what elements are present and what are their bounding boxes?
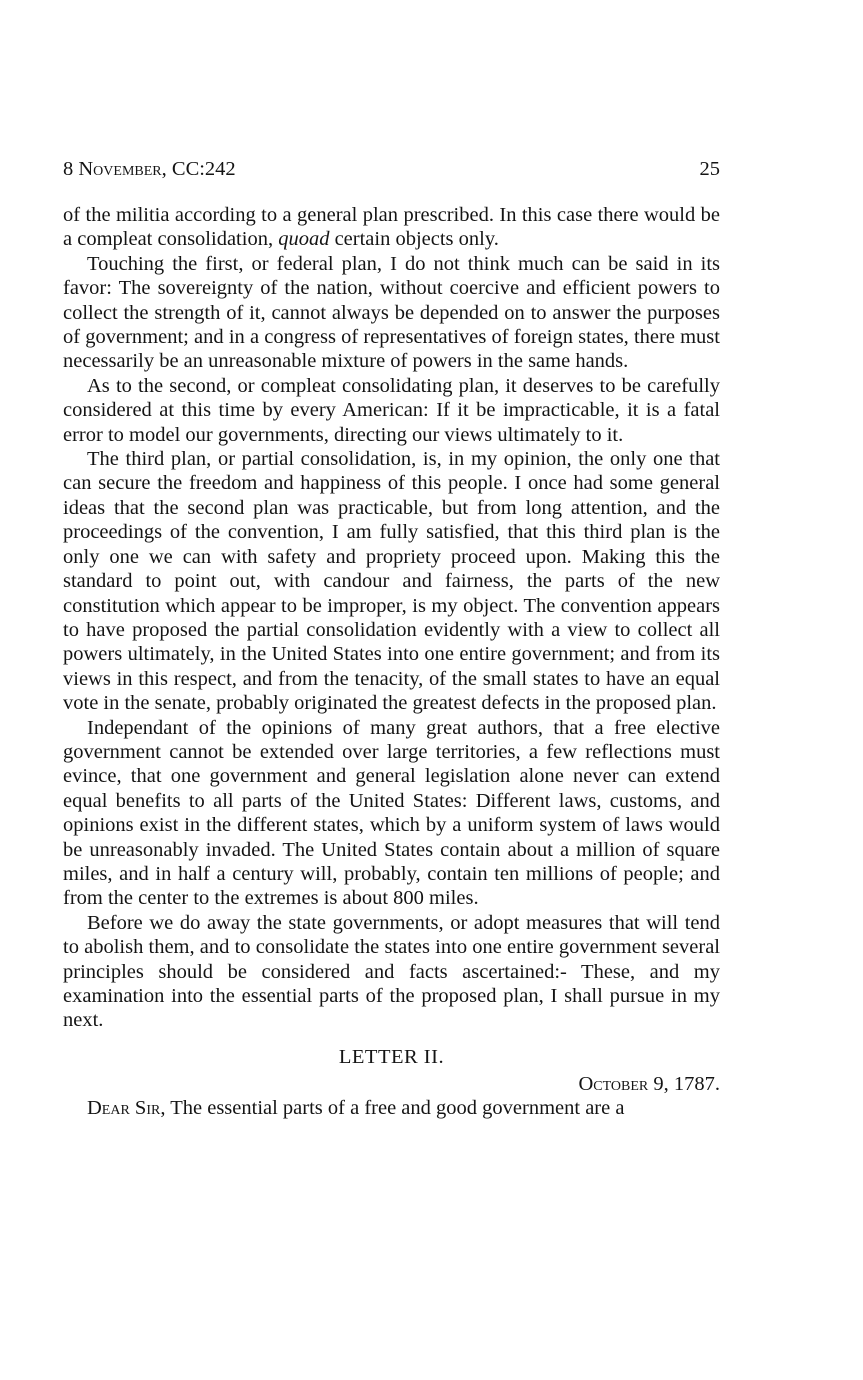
paragraph-6: Before we do away the state governments, or adopt measures that will tend to abolish them, and to consolidate the states into one entire government several principles should be considered and facts ascertained:- These, and my examination into the essential parts of the proposed plan, I shall pursue in my next. <box>63 911 720 1032</box>
paragraph-1-text: of the militia according to a general plan prescribed. In this case there would be a compleat consolidation, <box>63 204 720 251</box>
running-head-day: 8 <box>63 158 74 180</box>
letter-date <box>63 1072 720 1096</box>
letter-opening-text: The essential parts of a free and good government are a <box>165 1096 625 1119</box>
running-head <box>63 155 720 183</box>
paragraph-1-italic: quoad <box>278 228 330 251</box>
paragraph-5: Independant of the opinions of many great authors, that a free elective government cannot be extended over large territories, a few reflections must evince, that one government and general legislation alone never can extend equal benefits to all parts of the United States: Different laws, customs, and opinions exist in the different states, which by a uniform system of laws would be unreasonably invaded. The United States contain about a million of square miles, and in half a century will, probably, contain ten millions of people; and from the center to the extremes is about 800 miles. <box>63 716 720 910</box>
running-head-month: November <box>78 158 162 180</box>
running-head-left <box>63 155 236 183</box>
running-head-reference: , CC:242 <box>161 158 236 180</box>
letter-date-rest: 9, 1787. <box>648 1072 720 1095</box>
paragraph-1 <box>63 203 720 252</box>
document-page <box>63 155 720 1120</box>
paragraph-3: As to the second, or compleat consolidating plan, it deserves to be carefully considered at this time by every American: If it be impracticable, it is a fatal error to model our governments, directing our views ultimately to it. <box>63 374 720 446</box>
salutation: Dear Sir, <box>87 1096 166 1119</box>
letter-date-month: October <box>578 1072 649 1095</box>
paragraph-4: The third plan, or partial consolidation, is, in my opinion, the only one that can secure the freedom and happiness of this people. I once had some general ideas that the second plan was practicable, but from long attention, and the proceedings of the convention, I am fully satisfied, that this third plan is the only one we can with safety and propriety proceed upon. Making this the standard to point out, with candour and fairness, the parts of the new constitution which appear to be improper, is my object. The convention appears to have proposed the partial consolidation evidently with a view to collect all powers ultimately, in the United States into one entire government; and from its views in this respect, and from the tenacity, of the small states to have an equal vote in the senate, probably originated the greatest defects in the proposed plan. <box>63 448 720 715</box>
letter-opening-paragraph <box>63 1096 720 1120</box>
body-text <box>63 203 720 1033</box>
letter-title: LETTER II. <box>338 1045 445 1068</box>
page-number: 25 <box>699 158 720 180</box>
paragraph-2: Touching the first, or federal plan, I do not think much can be said in its favor: The sovereignty of the nation, without coercive and efficient powers to collect the strength of it, cannot always be depended on to answer the purposes of government; and in a congress of representatives of foreign states, there must necessarily be an unreasonable mixture of powers in the same hands. <box>63 252 720 373</box>
paragraph-1-tail: certain objects only. <box>329 228 499 251</box>
